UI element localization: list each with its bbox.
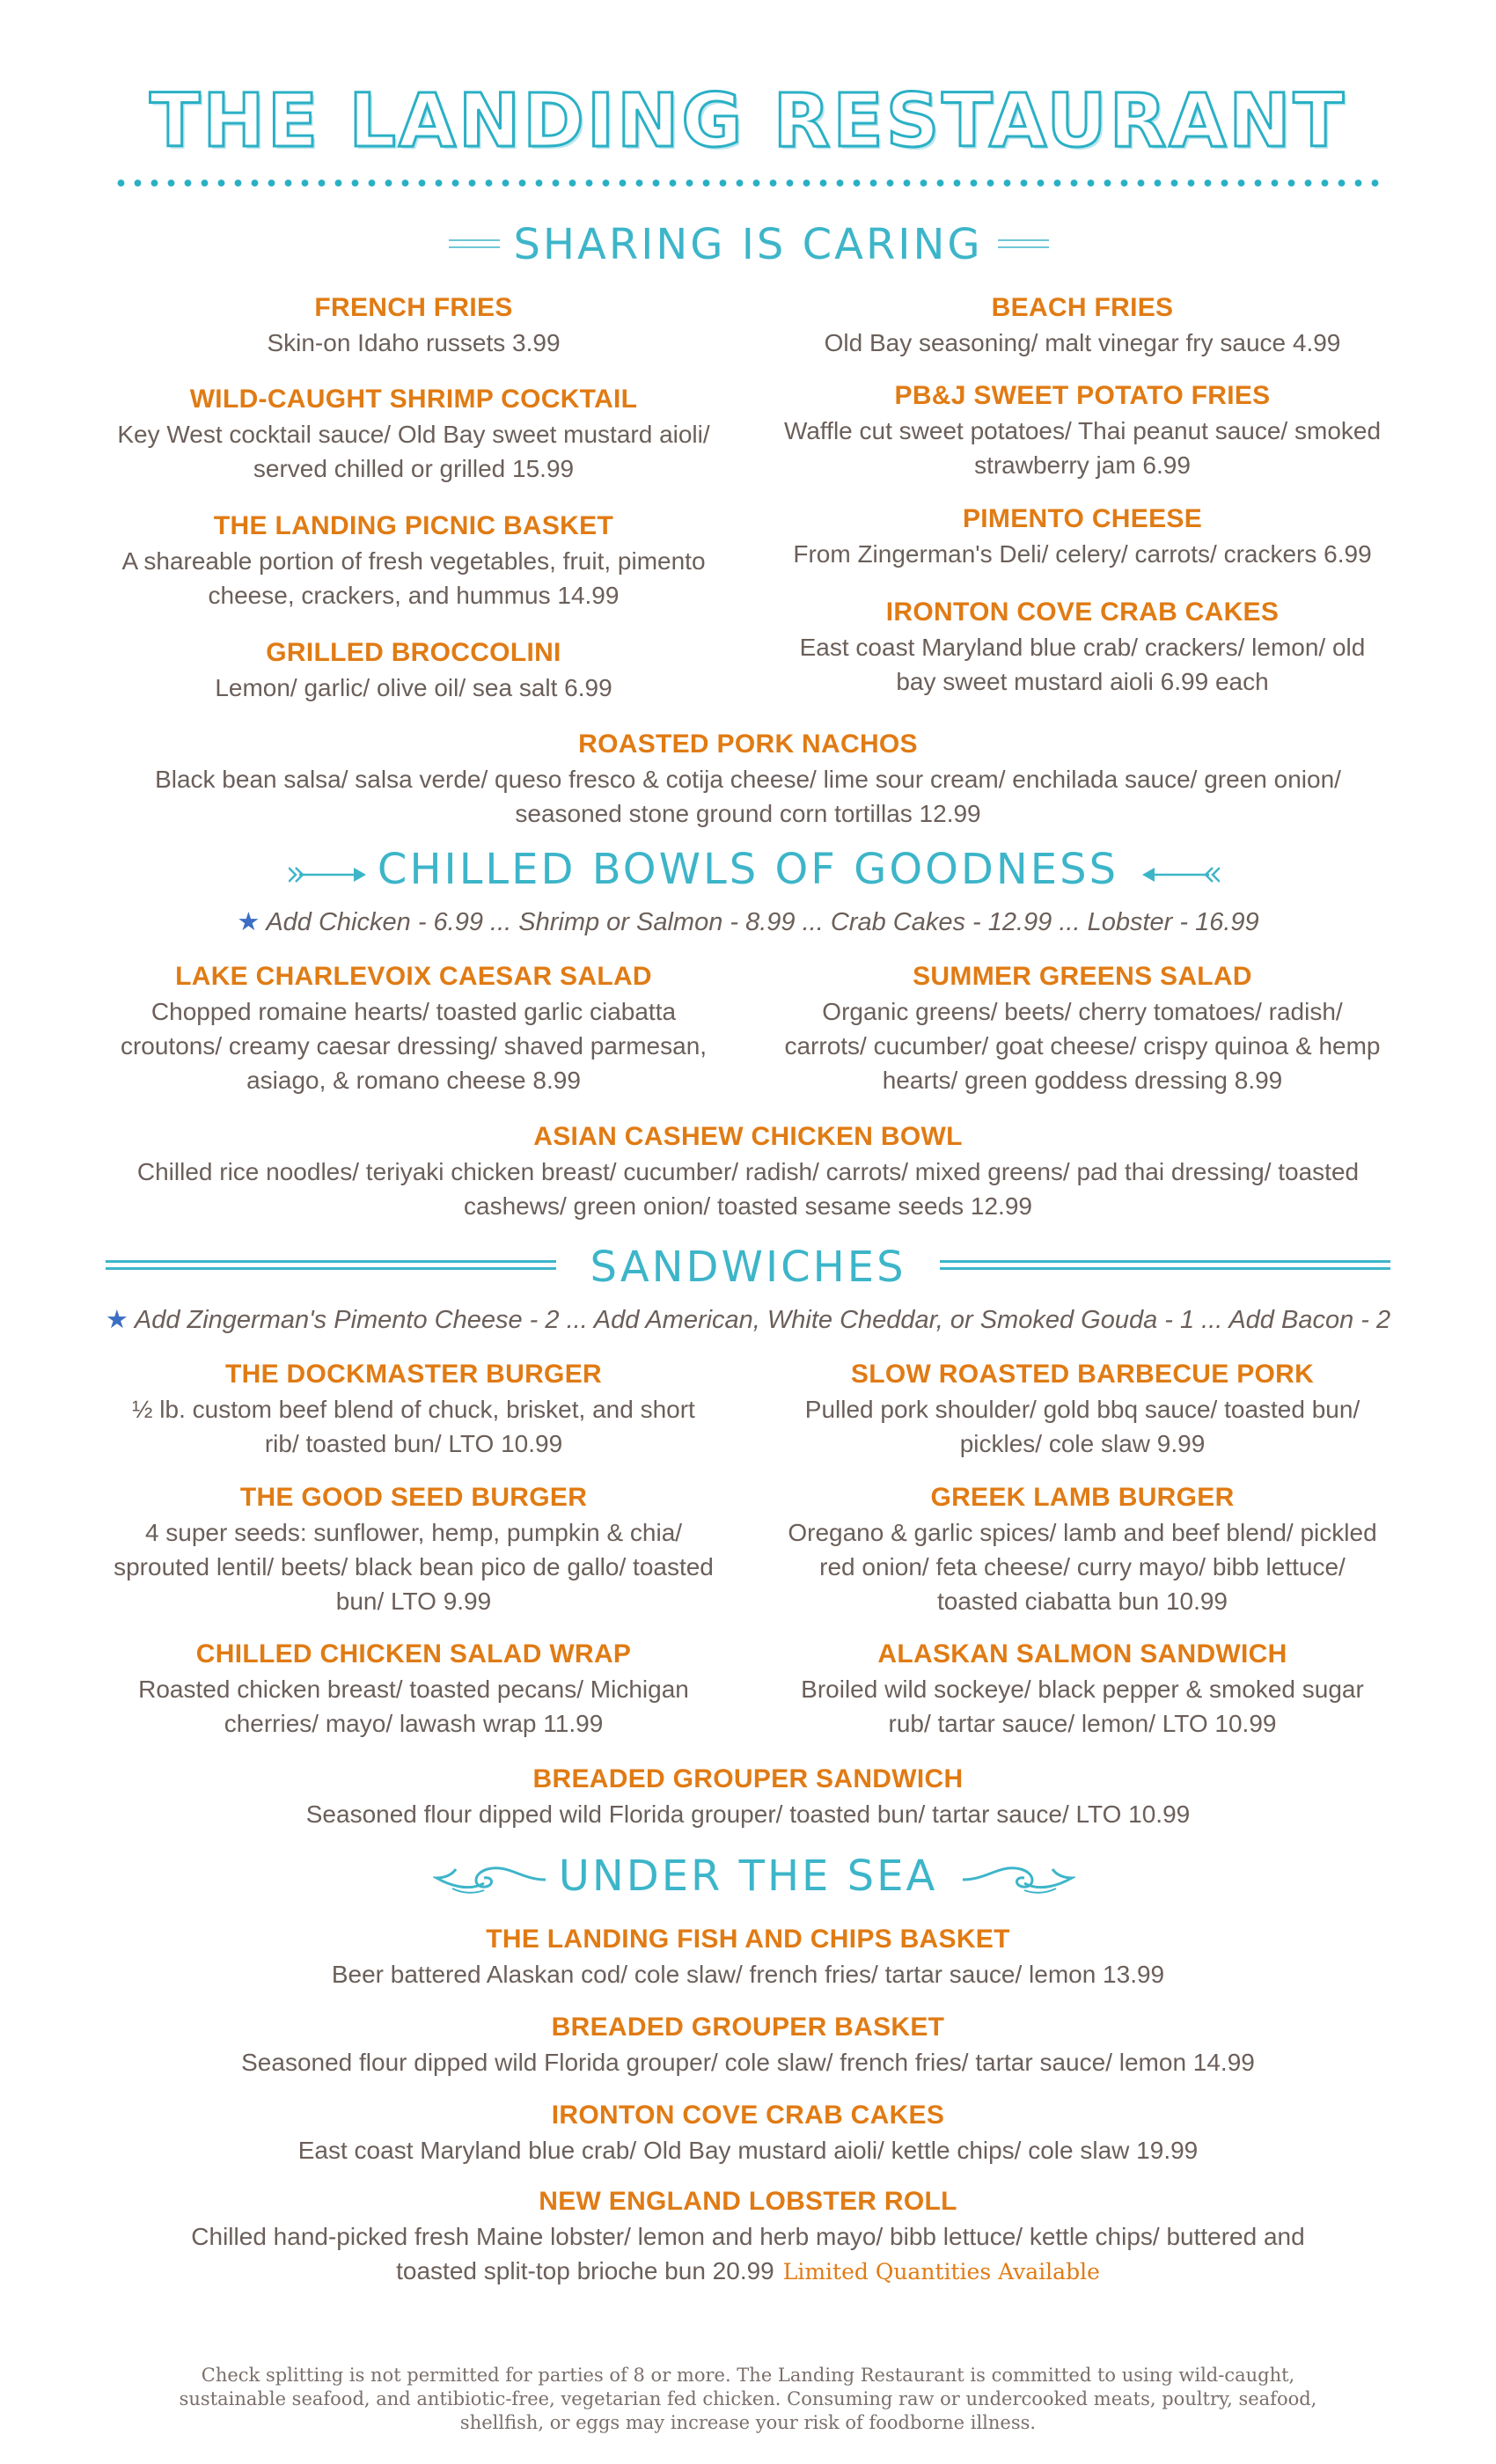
item-desc: 4 super seeds: sunflower, hemp, pumpkin & chia/ sprouted lentil/ beets/ black bean pico de gallo/ toasted bun/ LTO 9.99 — [114, 1519, 714, 1615]
item-name: BREADED GROUPER SANDWICH — [532, 1764, 964, 1793]
section-title-sandwiches: SANDWICHES — [590, 1243, 906, 1292]
menu-item — [113, 727, 1383, 831]
item-name: IRONTON COVE CRAB CAKES — [885, 598, 1280, 627]
item-desc: A shareable portion of fresh vegetables, fruit, pimento cheese, crackers, and hummus 14.99 — [121, 547, 706, 609]
menu-item — [781, 1357, 1383, 1461]
item-name: BREADED GROUPER BASKET — [551, 2013, 945, 2042]
item-name: IRONTON COVE CRAB CAKES — [551, 2101, 945, 2130]
item-name: BEACH FRIES — [991, 293, 1174, 322]
menu-item — [113, 290, 715, 360]
item-name: THE GOOD SEED BURGER — [239, 1483, 588, 1512]
menu-item — [781, 959, 1383, 1097]
item-desc: Lemon/ garlic/ olive oil/ sea salt 6.99 — [215, 674, 612, 701]
limited-note: Limited Quantities Available — [782, 2259, 1100, 2284]
menu-item — [781, 595, 1383, 699]
item-desc: Skin-on Idaho russets 3.99 — [267, 329, 561, 356]
item-desc: Black bean salsa/ salsa verde/ queso fresco & cotija cheese/ lime sour cream/ enchilada sauce/ green onion/ seasoned stone ground corn tortillas 12.99 — [155, 766, 1341, 827]
item-desc: Oregano & garlic spices/ lamb and beef blend/ pickled red onion/ feta cheese/ curry mayo/ bibb lettuce/ toasted ciabatta bun 10.99 — [788, 1519, 1377, 1615]
item-name: SLOW ROASTED BARBECUE PORK — [850, 1360, 1315, 1389]
addons-text: Add Zingerman's Pimento Cheese - 2 ... Add American, White Cheddar, or Smoked Gouda - 1 ... Add Bacon - 2 — [134, 1306, 1391, 1334]
star-icon: ★ — [105, 1306, 128, 1334]
section-title-sea: UNDER THE SEA — [558, 1852, 938, 1901]
footer-disclaimer: Check splitting is not permitted for parties of 8 or more. The Landing Restaurant is committed to using wild-caught, sustainable seafood, and antibiotic-free, vegetarian fed chicken. Consuming raw or undercooked meats, poultry, seafood, shellfish, or eggs may increase your risk of foodborne illness. — [179, 2365, 1317, 2433]
menu-item — [113, 1922, 1383, 1991]
item-desc: Key West cocktail sauce/ Old Bay sweet mustard aioli/ served chilled or grilled 15.99 — [117, 421, 710, 482]
item-name: PIMENTO CHEESE — [962, 504, 1203, 533]
item-desc: From Zingerman's Deli/ celery/ carrots/ crackers 6.99 — [793, 540, 1372, 568]
section-title-sharing: SHARING IS CARING — [513, 220, 983, 269]
menu-item — [113, 1480, 715, 1618]
item-desc: Organic greens/ beets/ cherry tomatoes/ radish/ carrots/ cucumber/ goat cheese/ crispy quinoa & hemp hearts/ green goddess dressing 8.99 — [784, 998, 1381, 1094]
menu-item — [113, 382, 715, 486]
menu-item — [113, 2098, 1383, 2167]
item-name: GRILLED BROCCOLINI — [266, 638, 561, 667]
star-icon: ★ — [237, 908, 260, 936]
item-desc: Beer battered Alaskan cod/ cole slaw/ french fries/ tartar sauce/ lemon 13.99 — [331, 1961, 1165, 1988]
item-name: THE LANDING PICNIC BASKET — [213, 511, 614, 540]
item-desc: East coast Maryland blue crab/ crackers/ lemon/ old bay sweet mustard aioli 6.99 each — [799, 634, 1366, 695]
item-name: WILD-CAUGHT SHRIMP COCKTAIL — [189, 385, 638, 414]
item-name: THE DOCKMASTER BURGER — [225, 1360, 602, 1389]
menu-item — [781, 378, 1383, 482]
item-name: LAKE CHARLEVOIX CAESAR SALAD — [175, 962, 652, 991]
addons-sandwiches — [0, 1302, 1496, 1338]
menu-item — [113, 1637, 715, 1741]
item-desc: East coast Maryland blue crab/ Old Bay mustard aioli/ kettle chips/ cole slaw 19.99 — [297, 2137, 1199, 2164]
menu-item — [113, 1357, 715, 1461]
item-desc: Chilled rice noodles/ teriyaki chicken breast/ cucumber/ radish/ carrots/ mixed greens/ pad thai dressing/ toasted cashews/ green onion/ toasted sesame seeds 12.99 — [136, 1158, 1360, 1220]
restaurant-title: THE LANDING RESTAURANT — [150, 77, 1346, 164]
menu-item — [113, 1762, 1383, 1831]
item-name: FRENCH FRIES — [314, 293, 513, 322]
item-name: ASIAN CASHEW CHICKEN BOWL — [533, 1122, 963, 1151]
menu-item — [113, 1119, 1383, 1223]
item-desc-text: Chilled hand-picked fresh Maine lobster/ lemon and herb mayo/ bibb lettuce/ kettle chips/ buttered and toasted split-top brioche bun 20.99 — [191, 2223, 1305, 2284]
menu-item — [113, 959, 715, 1097]
item-desc: Pulled pork shoulder/ gold bbq sauce/ toasted bun/ pickles/ cole slaw 9.99 — [804, 1396, 1360, 1457]
item-name: CHILLED CHICKEN SALAD WRAP — [195, 1639, 632, 1668]
menu-item — [113, 509, 715, 612]
item-name: NEW ENGLAND LOBSTER ROLL — [539, 2187, 957, 2216]
item-desc: Waffle cut sweet potatoes/ Thai peanut sauce/ smoked strawberry jam 6.99 — [783, 417, 1382, 479]
dotted-divider — [113, 179, 1383, 187]
item-name: THE LANDING FISH AND CHIPS BASKET — [486, 1925, 1010, 1954]
item-name: PB&J SWEET POTATO FRIES — [894, 381, 1271, 410]
item-desc: Roasted chicken breast/ toasted pecans/ Michigan cherries/ mayo/ lawash wrap 11.99 — [138, 1676, 689, 1737]
item-desc: Seasoned flour dipped wild Florida grouper/ toasted bun/ tartar sauce/ LTO 10.99 — [305, 1800, 1191, 1828]
item-name: ALASKAN SALMON SANDWICH — [877, 1639, 1287, 1668]
menu-item — [113, 2010, 1383, 2079]
addons-text: Add Chicken - 6.99 ... Shrimp or Salmon - 8.99 ... Crab Cakes - 12.99 ... Lobster - 16.99 — [266, 908, 1259, 936]
item-desc: Broiled wild sockeye/ black pepper & smoked sugar rub/ tartar sauce/ lemon/ LTO 10.99 — [801, 1676, 1364, 1737]
item-desc — [148, 2219, 1348, 2289]
item-desc: ½ lb. custom beef blend of chuck, brisket, and short rib/ toasted bun/ LTO 10.99 — [132, 1396, 695, 1457]
menu-item — [781, 502, 1383, 571]
section-title-bowls: CHILLED BOWLS OF GOODNESS — [377, 845, 1119, 894]
menu-item — [781, 290, 1383, 360]
item-name: ROASTED PORK NACHOS — [578, 730, 918, 759]
menu-item — [148, 2184, 1348, 2289]
item-desc: Chopped romaine hearts/ toasted garlic ciabatta croutons/ creamy caesar dressing/ shaved parmesan, asiago, & romano cheese 8.99 — [120, 998, 708, 1094]
item-desc: Old Bay seasoning/ malt vinegar fry sauce 4.99 — [824, 329, 1341, 356]
addons-bowls — [0, 905, 1496, 940]
item-name: SUMMER GREENS SALAD — [913, 962, 1252, 991]
menu-item — [113, 635, 715, 705]
item-desc: Seasoned flour dipped wild Florida grouper/ cole slaw/ french fries/ tartar sauce/ lemon 14.99 — [241, 2049, 1255, 2076]
menu-item — [781, 1480, 1383, 1618]
item-name: GREEK LAMB BURGER — [930, 1483, 1235, 1512]
menu-item — [781, 1637, 1383, 1741]
